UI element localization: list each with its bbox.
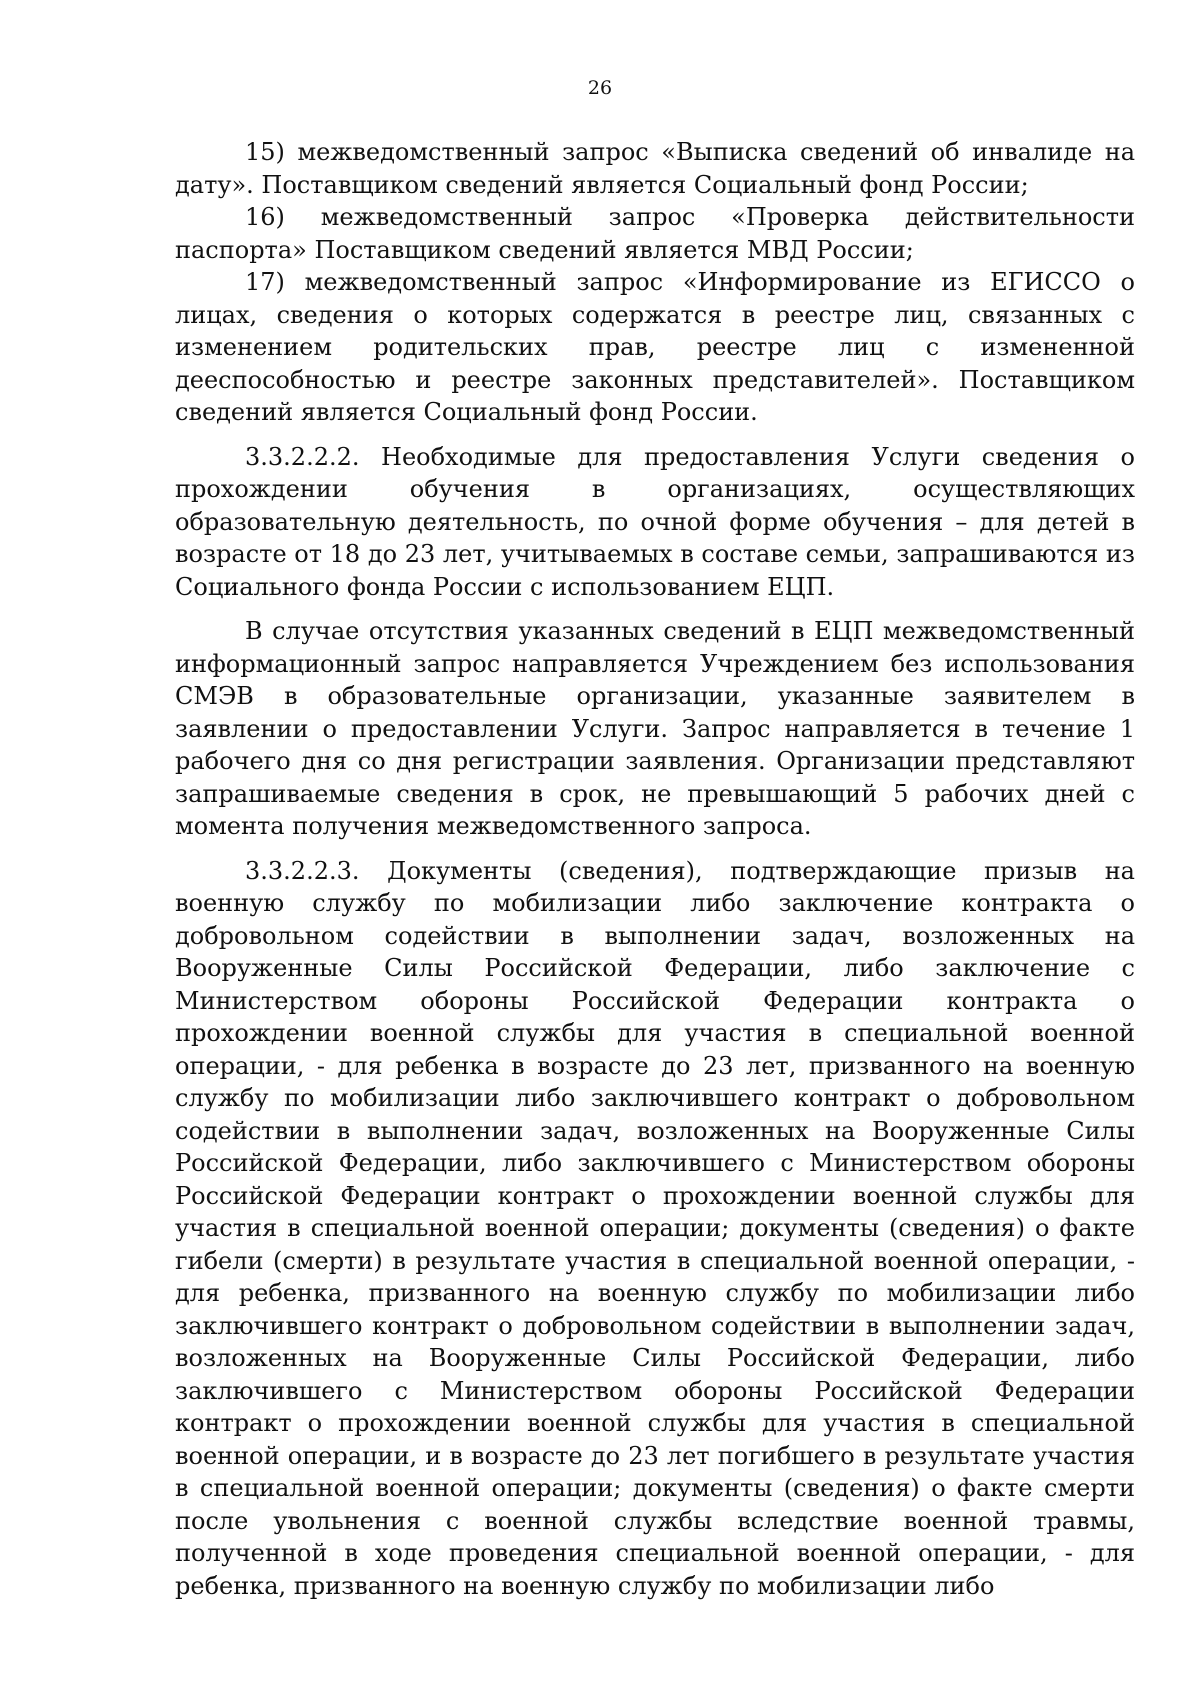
paragraph-absent-data-case: В случае отсутствия указанных сведений в ЕЦП межведомственный информационный запрос направляется Учреждением без использования СМЭВ в образовательные организации, указанные заявителем в заявлении о предоставлении Услуги. Запрос направляется в течение 1 рабочего дня со дня регистрации заявления. Организации представляют запрашиваемые сведения в срок, не превышающий 5 рабочих дней с момента получения межведомственного запроса. xyxy=(175,617,1135,840)
paragraph-item-17: 17) межведомственный запрос «Информирование из ЕГИССО о лицах, сведения о которых содержатся в реестре лиц, связанных с изменением родительских прав, реестре лиц с измененной дееспособностью и реестре законных представителей». Поставщиком сведений является Социальный фонд России. xyxy=(175,268,1135,426)
paragraph-3-3-2-2-2: 3.3.2.2.2. Необходимые для предоставления Услуги сведения о прохождении обучения в организациях, осуществляющих образовательную деятельность, по очной форме обучения – для детей в возрасте от 18 до 23 лет, учитываемых в составе семьи, запрашиваются из Социального фонда России с использованием ЕЦП. xyxy=(175,442,1135,601)
paragraph-item-15: 15) межведомственный запрос «Выписка сведений об инвалиде на дату». Поставщиком сведений является Социальный фонд России; xyxy=(175,138,1135,199)
paragraph-item-16: 16) межведомственный запрос «Проверка действительности паспорта» Поставщиком сведений является МВД России; xyxy=(175,203,1135,264)
document-body xyxy=(175,136,1135,1602)
page-number: 26 xyxy=(587,77,613,99)
paragraph-3-3-2-2-3: 3.3.2.2.3. Документы (сведения), подтверждающие призыв на военную службу по мобилизации либо заключение контракта о добровольном содействии в выполнении задач, возложенных на Вооруженные Силы Российской Федерации, либо заключение с Министерством обороны Российской Федерации контракта о прохождении военной службы для участия в специальной военной операции, - для ребенка в возрасте до 23 лет, призванного на военную службу по мобилизации либо заключившего контракт о добровольном содействии в выполнении задач, возложенных на Вооруженные Силы Российской Федерации, либо заключившего с Министерством обороны Российской Федерации контракт о прохождении военной службы для участия в специальной военной операции; документы (сведения) о факте гибели (смерти) в результате участия в специальной военной операции, - для ребенка, призванного на военную службу по мобилизации либо заключившего контракт о добровольном содействии в выполнении задач, возложенных на Вооруженные Силы Российской Федерации, либо заключившего с Министерством обороны Российской Федерации контракт о прохождении военной службы для участия в специальной военной операции, и в возрасте до 23 лет погибшего в результате участия в специальной военной операции; документы (сведения) о факте смерти после увольнения с военной службы вследствие военной травмы, полученной в ходе проведения специальной военной операции, - для ребенка, призванного на военную службу по мобилизации либо xyxy=(175,856,1135,1600)
